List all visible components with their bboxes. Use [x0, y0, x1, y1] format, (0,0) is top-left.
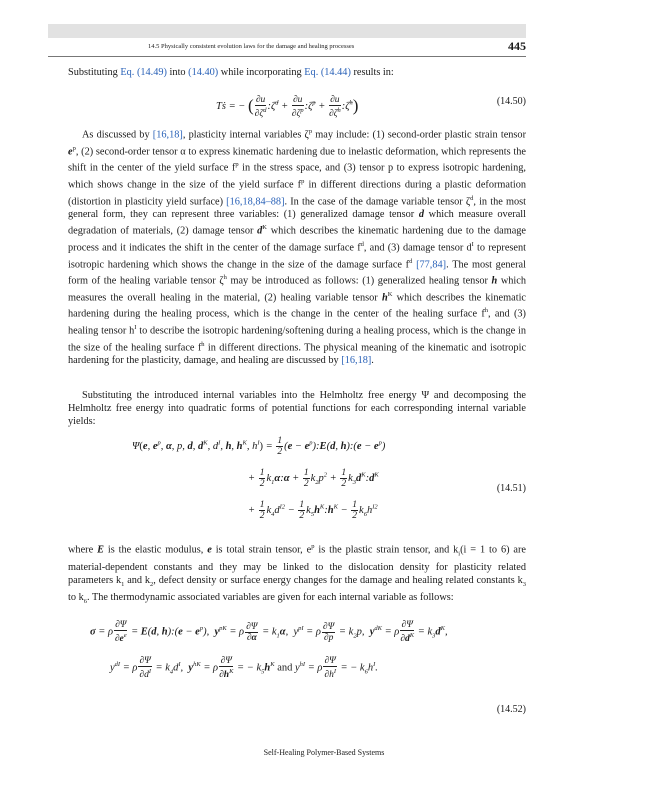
equation-14-50: Tṡ = − ( $\frac{\partial u}{\partial\zeta^d}$ :ζ̇$^d$ + $\frac{\partial u}{\partial\zeta^p}$ :ζ̇$^p$ + $\frac{\partial u}{\partial\zeta^h}$ :ζ̇$^h$) (14.50) [216, 94, 526, 119]
section-title: 14.5 Physically consistent evolution laws for the damage and healing processes [148, 43, 355, 50]
equation-14-51: Ψ(e, $e^p$, α, p, d, $d^K$, $d^I$, h, $h^K$, $h^I$) = $\frac{1}{2}$ $(e - e^p):E(d$, h):(e − $e^p$) + $\frac{1}{2}$ $k_1\alpha:\alpha$ + $\frac{1}{2}$ $k_2p^2$ + $\frac{1}{2}$ $k_3d^K:d^K$ + $\frac{1}{2}$ $k_4d^{I2}$ − $\frac{1}{2}$ $k_5h^K:h^K$ − $\frac{1}{2}$ $k_6h^{I2}$ (14.51) [132, 436, 526, 521]
equation-14-52: σ = ρ $\frac{\partial\Psi}{\partial e^e}$ = E(d, h):(e − $e^p$), $y^{pK} = \rho$ $\frac{\partial\Psi}{\partial\alpha}$ = $k_1\alpha$, $y^{pI} = \rho$ $\frac{\partial\Psi}{\partial p}$ = $k_2p$, $y^{dK} = \rho$ $\frac{\partial\Psi}{\partial d^K}$ = $k_3d^K$, $y^{dI} = \rho$ $\frac{\partial\Psi}{\partial d^I}$ = $k_4d^I$, $y^{hK} = \rho$ $\frac{\partial\Psi}{\partial h^K}$ = − $k_5h^K$ and $y^{hI} = \rho$ $\frac{\partial\Psi}{\partial h^I}$ = − $k_6h^I$. (14.52) [90, 620, 526, 715]
running-header [48, 40, 526, 57]
ref-77-84[interactable]: [77,84] [416, 259, 447, 270]
paragraph-internal-variables: As discussed by [16,18], plasticity internal variables $\zeta^p$ may include: (1) second-order plastic strain tensor $e^p$, (2) second-order tensor α to express kinematic hardening due to inelastic deformation, which represents the shift in the center of the yield surface $f^p$ in the stress space, and (3) tensor p to express isotropic hardening, which shows change in the size of the yield surface $f^p$ in different directions during a plastic deformation (distortion in plasticity yield surface) [16,18,84–88]. In the case of the damage variable tensor $\zeta^d$, in the most general form, they can represent three variables: (1) generalized damage tensor d which measure overall degradation of materials, (2) damage tensor $d^K$ which describes the kinematic hardening due to the damage process and it indicates the shift in the center of the damage surface $f^d$, and (3) damage tensor $d^I$ to represent isotropic hardening which shows the change in the size of the damage surface $f^d$ [77,84]. The most general form of the healing variable tensor $\zeta^h$ may be introduced as follows: (1) generalized healing tensor h which measures the overall healing in the material, (2) healing variable tensor $h^K$ which describes the kinematic hardening during the healing process, which is the change in the center of the healing surface $f^h$, and (3) healing tensor $h^I$ to describe the isotropic hardening/softening during a healing process, which is the change in the size of the healing surface $f^h$ in different directions. The physical meaning of the kinematic and isotropic hardening for the plasticity, damage, and healing are discussed by [16,18]. [68, 128, 527, 367]
equation-number: (14.51) [496, 483, 526, 494]
paragraph-where: where E is the elastic modulus, e is total strain tensor, $e^p$ is the plastic strain tensor, and $k_i(i = 1$ to 6) are material-dependent constants and they may be linked to the dislocation density for plasticity related parameters $k_1$ and $k_2$, defect density or surface energy changes for the damage and healing related constants $k_3$ to $k_6$. The thermodynamic associated variables are given for each internal variable as follows: [68, 543, 527, 606]
ref-16-18-b[interactable]: [16,18] [341, 355, 372, 367]
ref-16-18-84-88[interactable]: [16,18,84–88] [226, 195, 285, 207]
equation-number: (14.50) [496, 96, 526, 107]
ref-16-18[interactable]: [16,18] [152, 129, 183, 141]
header-bar [48, 24, 526, 38]
equation-number: (14.52) [496, 704, 526, 715]
page-number: 445 [508, 39, 526, 53]
running-footer: Self-Healing Polymer-Based Systems [263, 748, 385, 757]
ref-eq-1444[interactable]: Eq. (14.44) [304, 67, 351, 78]
intro-sentence: Substituting Eq. (14.49) into (14.40) while incorporating Eq. (14.44) results in: [68, 67, 394, 78]
ref-eq-1440[interactable]: (14.40) [188, 67, 219, 78]
ref-eq-1449[interactable]: Eq. (14.49) [120, 67, 167, 78]
paragraph-helmholtz: Substituting the introduced internal variables into the Helmholtz free energy Ψ and decomposing the Helmholtz free energy into quadratic forms of potential functions for each corresponding internal variable yields: [68, 390, 526, 428]
